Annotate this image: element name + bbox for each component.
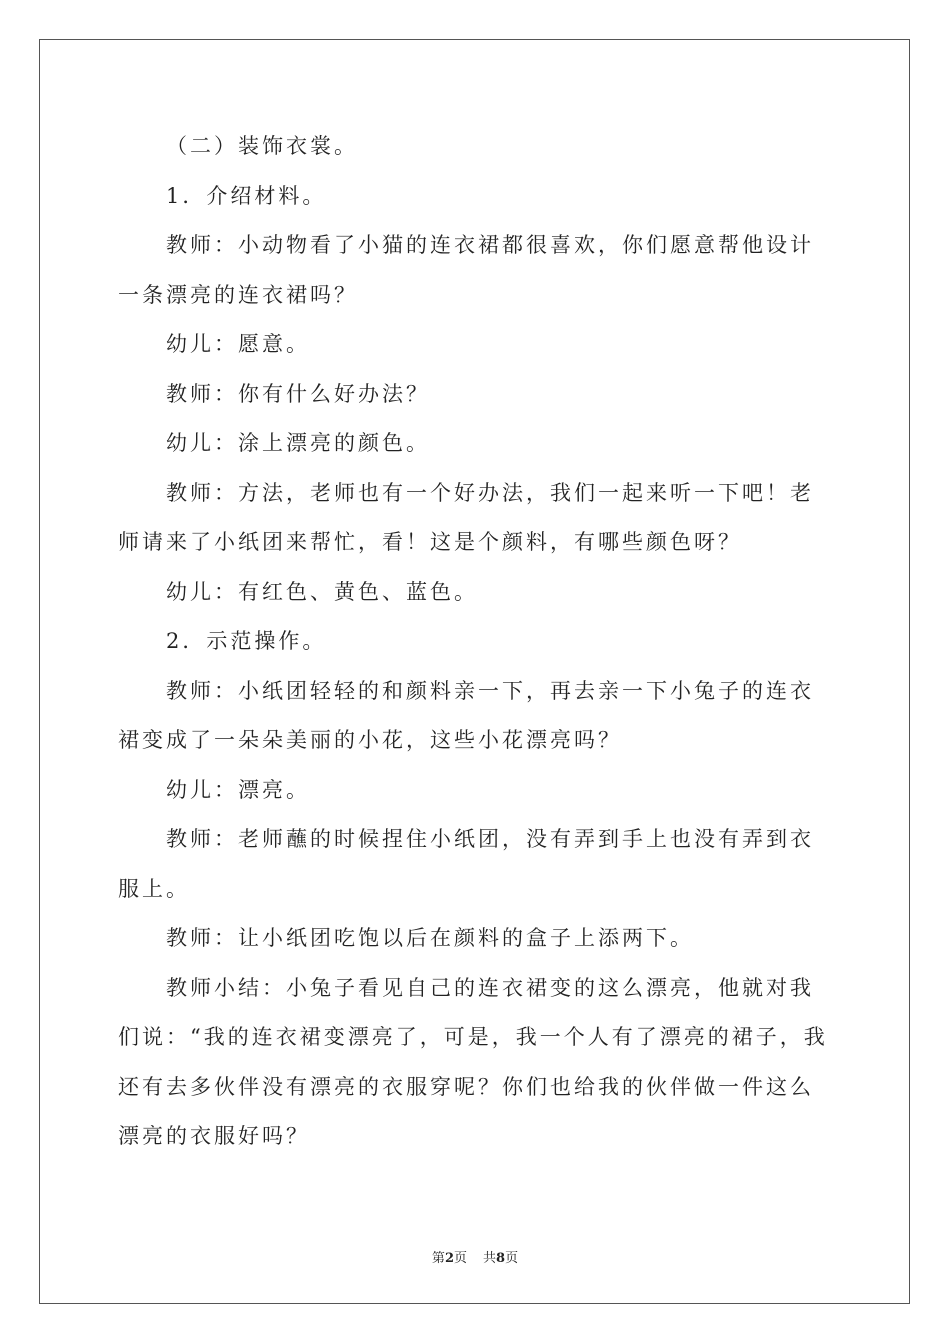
page-unit: 页	[453, 1251, 467, 1266]
paragraph: 幼儿：有红色、黄色、蓝色。	[166, 579, 478, 604]
paragraph: 教师：老师蘸的时候捏住小纸团，没有弄到手上也没有弄到衣服上。	[118, 827, 814, 901]
total-prefix: 共	[483, 1251, 497, 1266]
paragraph: 教师：你有什么好办法？	[166, 381, 430, 406]
page-prefix: 第	[431, 1251, 445, 1266]
current-page-number: 2	[444, 1251, 454, 1266]
paragraph: 幼儿：愿意。	[166, 332, 310, 356]
paragraph: 幼儿：涂上漂亮的颜色。	[166, 431, 430, 455]
paragraph: 教师：小动物看了小猫的连衣裙都很喜欢，你们愿意帮他设计一条漂亮的连衣裙吗？	[118, 233, 814, 307]
paragraph: 教师：小纸团轻轻的和颜料亲一下，再去亲一下小兔子的连衣裙变成了一朵朵美丽的小花，这些小花漂亮吗？	[118, 678, 814, 752]
total-page-number: 8	[496, 1251, 506, 1266]
document-body	[118, 122, 832, 1162]
paragraph: 2．示范操作。	[166, 629, 327, 653]
paragraph: 幼儿：漂亮。	[166, 777, 310, 802]
total-unit: 页	[505, 1251, 519, 1266]
paragraph: 教师：方法，老师也有一个好办法，我们一起来听一下吧！老师请来了小纸团来帮忙，看！这是个颜料，有哪些颜色呀？	[118, 480, 814, 554]
paragraph: （二）装饰衣裳。	[166, 134, 358, 158]
page-footer	[0, 1247, 950, 1266]
paragraph: 教师小结：小兔子看见自己的连衣裙变的这么漂亮，他就对我们说：“我的连衣裙变漂亮了，可是，我一个人有了漂亮的裙子，我还有去多伙伴没有漂亮的衣服穿呢？你们也给我的伙伴做一件这么漂亮的衣服好吗？	[118, 975, 828, 1148]
paragraph: 教师：让小纸团吃饱以后在颜料的盒子上添两下。	[166, 926, 694, 950]
paragraph: 1．介绍材料。	[166, 183, 327, 208]
